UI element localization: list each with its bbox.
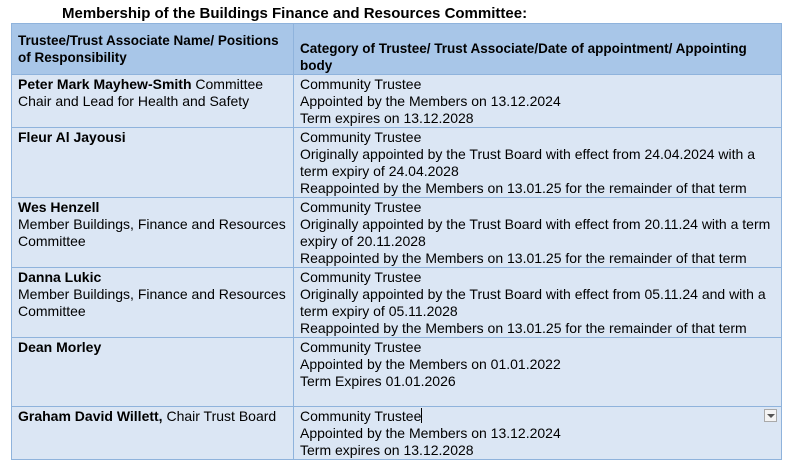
- category-cell[interactable]: [294, 198, 782, 268]
- reappointment-line: Reappointed by the Members on 13.01.25 for the remainder of that term: [300, 250, 747, 266]
- appointment-line: Originally appointed by the Trust Board with effect from 05.11.24 and with a term expiry of 05.11.2028: [300, 286, 766, 319]
- trustee-name: Danna Lukic: [18, 269, 102, 285]
- reappointment-line: Reappointed by the Members on 13.01.25 for the remainder of that term: [300, 180, 747, 196]
- table-row: [12, 338, 782, 407]
- expiry-line: Term Expires 01.01.2026: [300, 373, 456, 389]
- trustee-cell[interactable]: [12, 268, 294, 338]
- table-row: [12, 407, 782, 460]
- category-cell[interactable]: [294, 128, 782, 198]
- category-cell[interactable]: [294, 338, 782, 407]
- trustee-name: Dean Morley: [18, 339, 102, 355]
- category-line: Community Trustee: [300, 129, 422, 145]
- trustee-role: Member Buildings, Finance and Resources Committee: [18, 286, 286, 319]
- trustee-name: Fleur Al Jayousi: [18, 129, 126, 145]
- appointment-line: Appointed by the Members on 13.12.2024: [300, 425, 561, 441]
- trustee-role: Committee Chair and Lead for Health and Safety: [18, 76, 264, 109]
- table-row: [12, 128, 782, 198]
- appointment-line: Originally appointed by the Trust Board with effect from 20.11.24 with a term expiry of 20.11.2028: [300, 216, 771, 249]
- category-line: Community Trustee: [300, 199, 422, 215]
- expiry-line: Term expires on 13.12.2028: [300, 110, 474, 126]
- expiry-line: Term expires on 13.12.2028: [300, 442, 474, 458]
- trustee-cell[interactable]: [12, 128, 294, 198]
- category-text: Community Trustee: [300, 408, 422, 424]
- reappointment-line: Reappointed by the Members on 13.01.25 for the remainder of that term: [300, 320, 747, 336]
- appointment-line: Originally appointed by the Trust Board with effect from 24.04.2024 with a term expiry of 24.04.2028: [300, 146, 755, 179]
- trustee-cell[interactable]: [12, 75, 294, 128]
- text-cursor: [421, 408, 422, 423]
- trustee-cell[interactable]: [12, 338, 294, 407]
- dropdown-arrow-icon[interactable]: [764, 409, 777, 422]
- appointment-line: Appointed by the Members on 01.01.2022: [300, 356, 561, 372]
- category-line: Community Trustee: [300, 269, 422, 285]
- document-title: Membership of the Buildings Finance and Resources Committee:: [62, 5, 528, 22]
- table-header-row: [12, 24, 782, 75]
- category-cell[interactable]: [294, 75, 782, 128]
- appointment-line: Appointed by the Members on 13.12.2024: [300, 93, 561, 109]
- membership-table: [11, 23, 782, 460]
- table-row: [12, 268, 782, 338]
- category-line: [300, 408, 775, 425]
- header-name-column: Trustee/Trust Associate Name/ Positions of Responsibility: [12, 24, 294, 75]
- header-category-column: Category of Trustee/ Trust Associate/Date of appointment/ Appointing body: [294, 24, 782, 75]
- table-row: [12, 198, 782, 268]
- trustee-cell[interactable]: [12, 407, 294, 460]
- trustee-name: Wes Henzell: [18, 199, 100, 215]
- trustee-name: Graham David Willett,: [18, 408, 163, 424]
- table-row: [12, 75, 782, 128]
- category-cell[interactable]: [294, 407, 782, 460]
- trustee-name: Peter Mark Mayhew-Smith: [18, 76, 192, 92]
- trustee-role: Member Buildings, Finance and Resources Committee: [18, 216, 286, 249]
- category-line: Community Trustee: [300, 339, 422, 355]
- trustee-role: Chair Trust Board: [162, 408, 277, 424]
- trustee-cell[interactable]: [12, 198, 294, 268]
- category-cell[interactable]: [294, 268, 782, 338]
- category-line: Community Trustee: [300, 76, 422, 92]
